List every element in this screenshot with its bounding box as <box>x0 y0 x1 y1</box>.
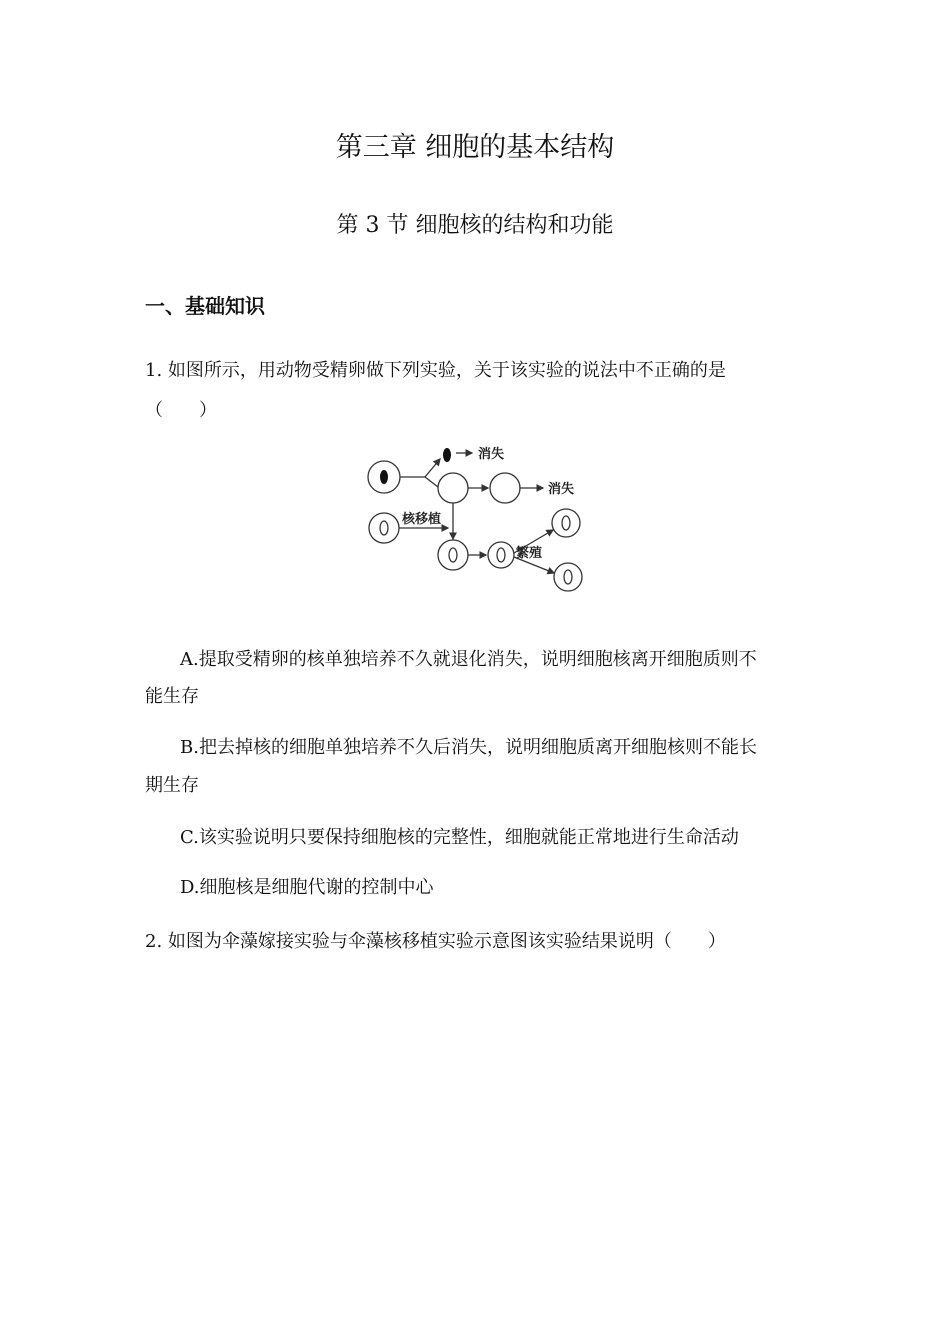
enucleated-cell-later <box>490 473 520 503</box>
option-d: D.细胞核是细胞代谢的控制中心 <box>180 877 434 898</box>
option-b-line2: 期生存 <box>145 775 199 796</box>
label-disappear-1: 消失 <box>478 447 505 462</box>
chapter-title: 第三章 细胞的基本结构 <box>335 132 615 163</box>
reconstructed-cell <box>438 540 468 570</box>
enucleated-cell <box>438 473 468 503</box>
label-disappear-2: 消失 <box>548 482 575 497</box>
label-nuclear-transplant: 核移植 <box>402 512 442 527</box>
question-1-stem: 1. 如图所示，用动物受精卵做下列实验，关于该实验的说法中不正确的是 <box>145 360 726 381</box>
option-a-line1: A.提取受精卵的核单独培养不久就退化消失，说明细胞核离开细胞质则不 <box>180 649 757 670</box>
donor-nucleus-cell <box>369 513 399 543</box>
fertilized-egg-experiment-diagram <box>360 435 590 600</box>
daughter-cell-1 <box>552 509 580 537</box>
option-b-line1: B.把去掉核的细胞单独培养不久后消失，说明细胞质离开细胞核则不能长 <box>180 737 757 758</box>
isolated-nucleus-icon <box>443 448 451 462</box>
question-2-stem: 2. 如图为伞藻嫁接实验与伞藻核移植实验示意图该实验结果说明（ ） <box>145 931 726 952</box>
option-c: C.该实验说明只要保持细胞核的完整性，细胞就能正常地进行生命活动 <box>180 827 739 848</box>
daughter-cell-2 <box>554 563 582 591</box>
label-reproduce: 繁殖 <box>516 546 543 561</box>
nucleus-icon <box>380 470 388 484</box>
section-heading: 一、基础知识 <box>145 294 265 318</box>
question-1-blank: （ ） <box>145 400 217 421</box>
option-a-line2: 能生存 <box>145 686 199 707</box>
section-title: 第 3 节 细胞核的结构和功能 <box>336 213 614 238</box>
dividing-cell <box>488 542 514 568</box>
